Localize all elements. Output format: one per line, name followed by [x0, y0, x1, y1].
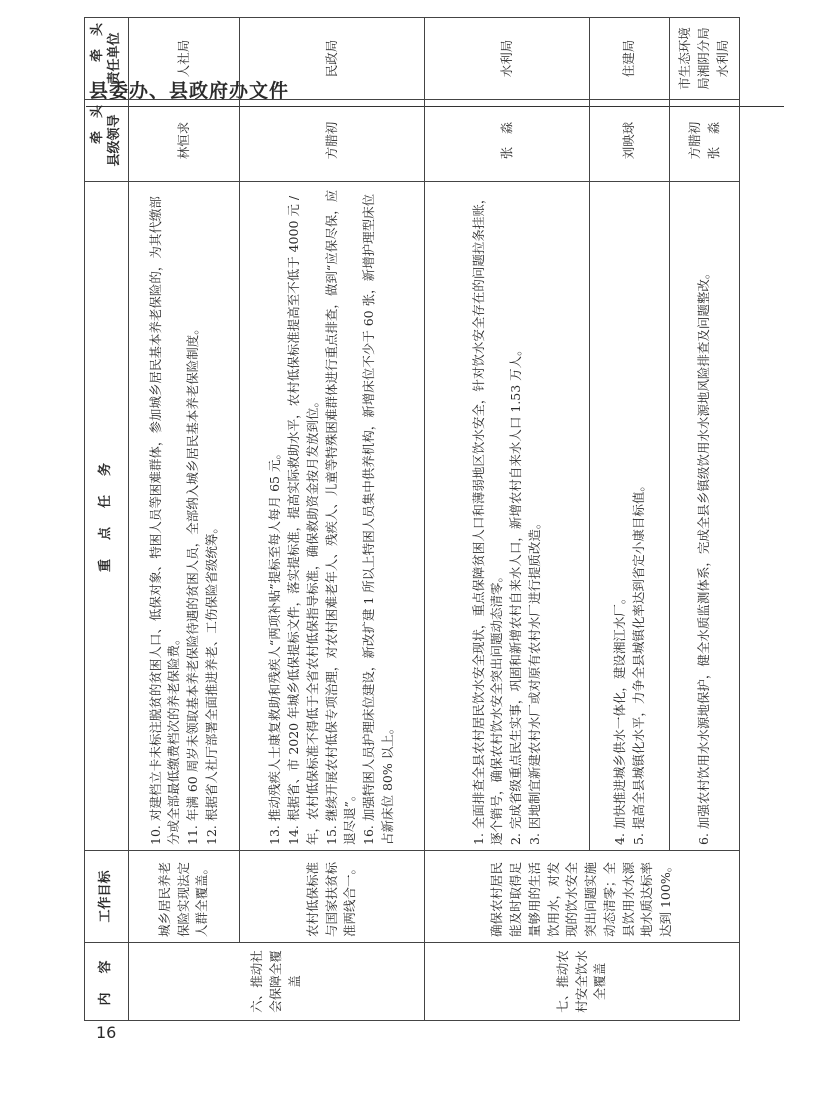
task-item: 16. 加强特困人员护理床位建设，新改扩建 1 所以上特困人员集中供养机构，新增床位不少于 60 张，新增护理型床位占新床位 80% 以上。 [361, 193, 395, 845]
table-row [129, 18, 240, 1021]
task-table [84, 17, 740, 1021]
row-tasks [670, 182, 740, 851]
row-goal: 确保农村居民能及时取得足量够用的生活饮用水，对发现的饮水安全突出问题实施动态清零；全县饮用水水源地水质达标率达到 100%。 [425, 851, 740, 943]
rotated-table-wrapper [84, 18, 739, 1021]
header-goal: 工作目标 [85, 851, 129, 943]
header-content: 内 容 [85, 943, 129, 1021]
task-item: 14. 根据省、市 2020 年城乡低保提标文件，落实提标准，提高实际救助水平，农村低保标准提高至不低于 4000 元 / 年，农村低保标准不得低于全省农村低保指导标准，确保救助资金按月发放到位。 [286, 195, 320, 845]
table-header-row [85, 18, 129, 1021]
task-item: 10. 对建档立卡未标注脱贫的贫困人口、低保对象、特困人员等困难群体，参加城乡居民基本养老保险的，为其代缴部分或全部最低缴费档次的养老保险费。 [147, 196, 182, 845]
task-item: 6. 加强农村饮用水水源地保护，健全水质监测体系，完成全县乡镇级饮用水水源地风险排查及问题整改。 [696, 266, 712, 845]
row-unit: 民政局 [240, 18, 425, 100]
row-leader: 刘映球 [590, 100, 670, 182]
header-leader: 牵 头 县级领导 [85, 100, 129, 182]
row-tasks [425, 182, 590, 851]
header-unit: 牵 头 责任单位 [85, 18, 129, 100]
task-item: 13. 推动残疾人士康复救助和残疾人“两项补贴”提标至每人每月 65 元。 [267, 447, 283, 845]
row-units [670, 18, 740, 100]
task-item: 5. 提高全县城镇化水平，力争全县城镇化率达到省定小康目标值。 [630, 479, 646, 845]
task-item: 11. 年满 60 周岁未领取基本养老保险待遇的贫困人员，全部纳入城乡居民基本养老保险制度。 [185, 322, 200, 845]
row-unit: 水利局 [425, 18, 590, 100]
header-tasks: 重 点 任 务 [85, 182, 129, 851]
row-leader: 方腊初 [240, 100, 425, 182]
task-item: 15. 继续开展农村低保专项治理，对农村困难老年人、残疾人、儿童等特殊困难群体进行重点排查，做到“应保尽保，应退尽退”。 [323, 189, 358, 845]
table-row [240, 18, 425, 1021]
row-unit: 人社局 [129, 18, 240, 100]
task-item: 12. 根据省人社厅部署全面推进养老、工伤保险省级统筹。 [203, 521, 219, 845]
task-item: 1. 全面排查全县农村居民饮水安全现状，重点保障贫困人口和薄弱地区饮水安全，针对饮水安全存在的问题拉条挂账，逐个销号，确保农村饮水安全突出问题动态清零。 [470, 191, 505, 845]
unit-name: 水利局 [714, 39, 730, 78]
unit-name: 市生态环境局湘阴分局 [677, 27, 712, 90]
table-row [425, 18, 590, 1021]
leader-name: 张 淼 [705, 121, 721, 160]
page-number: 16 [96, 1023, 117, 1042]
row-tasks [129, 182, 240, 851]
section-title: 六、推动社会保障全覆盖 [129, 943, 425, 1021]
task-item: 2. 完成省级重点民生实事，巩固和新增农村自来水人口，新增农村自来水人口 1.53 万人。 [508, 343, 523, 845]
task-item: 4. 加快推进城乡供水一体化，建设湘江水厂。 [611, 591, 627, 845]
row-unit: 住建局 [590, 18, 670, 100]
leader-name: 方腊初 [686, 121, 702, 160]
section-title: 七、推动农村安全饮水全覆盖 [425, 943, 740, 1021]
row-tasks [590, 182, 670, 851]
row-tasks [240, 182, 425, 851]
row-goal: 城乡居民养老保险实现法定人群全覆盖。 [129, 851, 240, 943]
row-leaders [670, 100, 740, 182]
row-goal: 农村低保标准与国家扶贫标准两线合一。 [240, 851, 425, 943]
row-leader: 林恒求 [129, 100, 240, 182]
document-header: 县委办、县政府办文件 [89, 80, 290, 102]
row-leader: 张 淼 [425, 100, 590, 182]
task-item: 3. 因地制宜新建农村水厂或对原有农村水厂进行提质改造。 [526, 516, 542, 845]
